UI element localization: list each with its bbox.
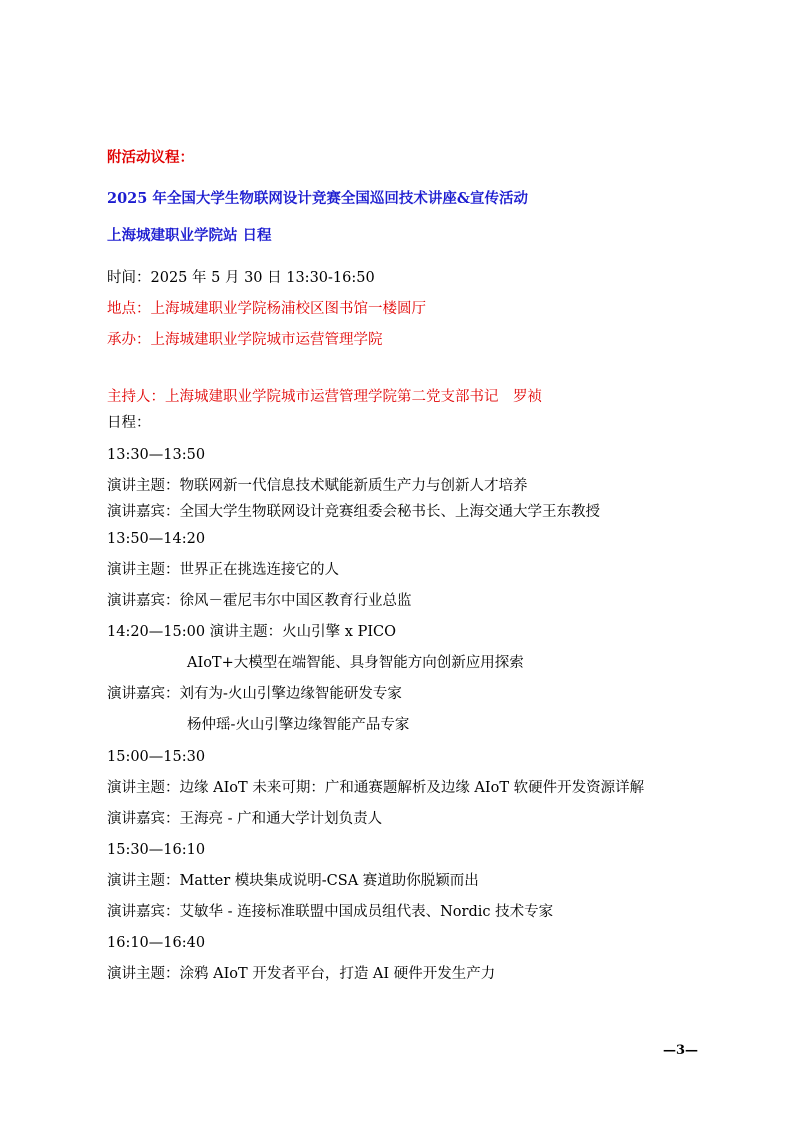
session-5-topic: 演讲主题：Matter 模块集成说明-CSA 赛道助你脱颖而出 [107, 873, 479, 889]
session-6-topic: 演讲主题：涂鸦 AIoT 开发者平台，打造 AI 硬件开发生产力 [107, 966, 496, 982]
session-2-topic: 演讲主题：世界正在挑选连接它的人 [107, 562, 339, 578]
session-1-speaker: 演讲嘉宾：全国大学生物联网设计竞赛组委会秘书长、上海交通大学王东教授 [107, 504, 600, 520]
session-3-speaker: 演讲嘉宾：刘有为-火山引擎边缘智能研发专家 [107, 686, 402, 702]
session-3-speaker-cont: 杨仲瑶-火山引擎边缘智能产品专家 [187, 717, 410, 733]
session-4-topic: 演讲主题：边缘 AIoT 未来可期：广和通赛题解析及边缘 AIoT 软硬件开发资源详解 [107, 780, 645, 796]
session-2-time: 13:50—14:20 [107, 531, 206, 547]
session-4-speaker: 演讲嘉宾：王海亮 - 广和通大学计划负责人 [107, 811, 383, 827]
session-6-time: 16:10—16:40 [107, 935, 206, 951]
session-3-time-topic: 14:20—15:00 演讲主题：火山引擎 x PICO [107, 624, 397, 640]
session-1-topic: 演讲主题：物联网新一代信息技术赋能新质生产力与创新人才培养 [107, 478, 528, 494]
session-5-time: 15:30—16:10 [107, 842, 206, 858]
session-1-time: 13:30—13:50 [107, 447, 206, 463]
session-4-time: 15:00—15:30 [107, 749, 206, 765]
event-host: 主持人：上海城建职业学院城市运营管理学院第二党支部书记 罗祯 [107, 389, 542, 405]
session-3-topic-cont: AIoT+大模型在端智能、具身智能方向创新应用探索 [187, 655, 524, 671]
event-time: 时间：2025 年 5 月 30 日 13:30-16:50 [107, 270, 375, 286]
event-organizer: 承办：上海城建职业学院城市运营管理学院 [107, 332, 383, 348]
document-title: 2025 年全国大学生物联网设计竞赛全国巡回技术讲座&宣传活动 [107, 190, 528, 207]
schedule-label: 日程： [107, 415, 151, 431]
agenda-label: 附活动议程： [107, 149, 194, 166]
session-2-speaker: 演讲嘉宾：徐风－霍尼韦尔中国区教育行业总监 [107, 593, 412, 609]
event-location: 地点：上海城建职业学院杨浦校区图书馆一楼圆厅 [107, 301, 426, 317]
page-number: —3— [663, 1043, 699, 1058]
session-5-speaker: 演讲嘉宾：艾敏华 - 连接标准联盟中国成员组代表、Nordic 技术专家 [107, 904, 554, 920]
document-subtitle: 上海城建职业学院站 日程 [107, 227, 272, 244]
